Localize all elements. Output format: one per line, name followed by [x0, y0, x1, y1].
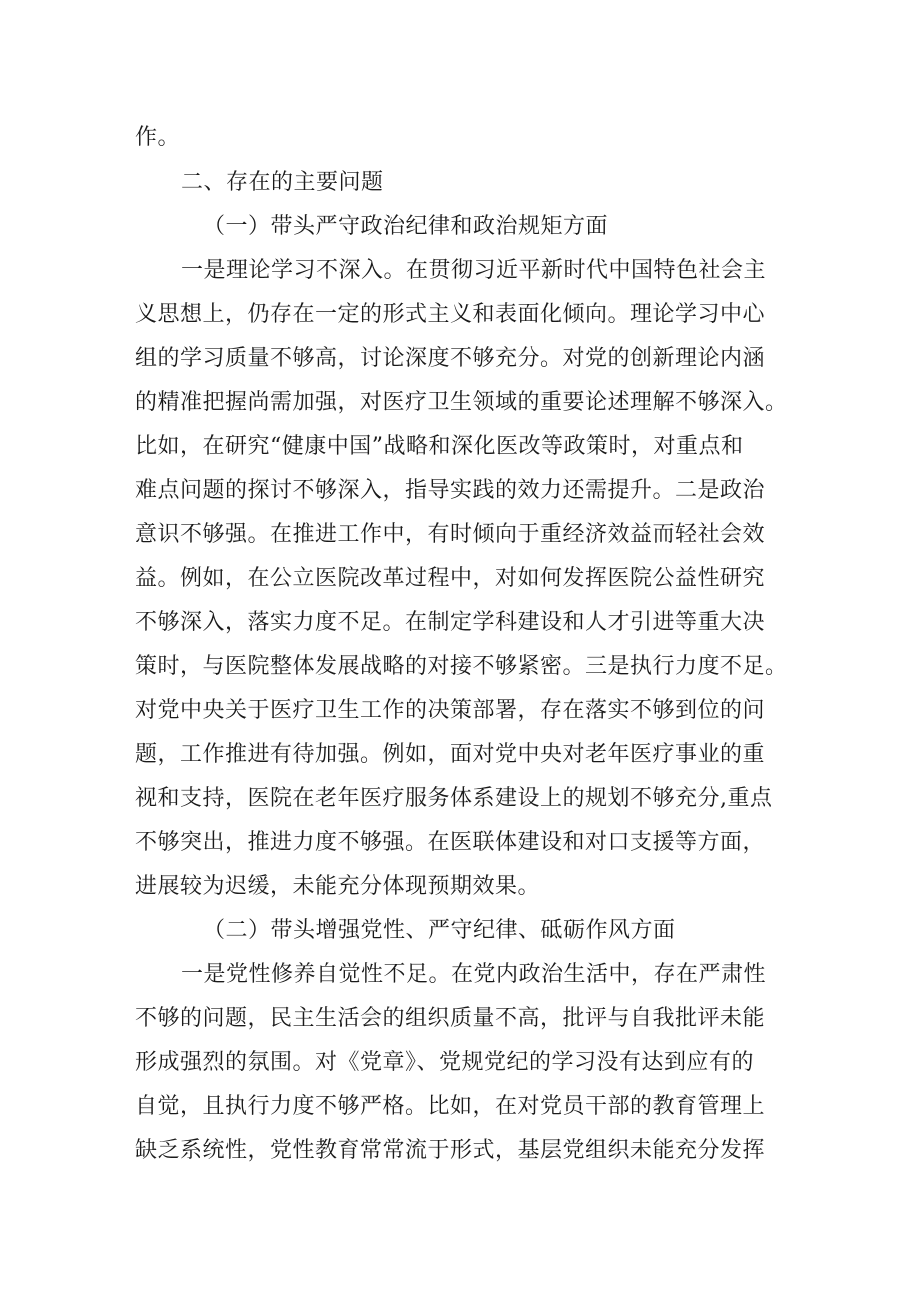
body-line: 不够深入，落实力度不足。在制定学科建设和人才引进等重大决 — [135, 610, 766, 635]
body-line: 形成强烈的氛围。对《党章》、党规党纪的学习没有达到应有的 — [135, 1050, 755, 1075]
body-line: 策时，与医院整体发展战略的对接不够紧密。三是执行力度不足。 — [135, 654, 788, 679]
section-heading: 二、存在的主要问题 — [181, 170, 384, 195]
body-line: 对党中央关于医疗卫生工作的决策部署，存在落实不够到位的问 — [135, 698, 766, 723]
body-line: 题，工作推进有待加强。例如，面对党中央对老年医疗事业的重 — [135, 742, 766, 767]
subsection-heading: （一）带头严守政治纪律和政治规矩方面 — [203, 214, 609, 239]
body-line: 益。例如，在公立医院改革过程中，对如何发挥医院公益性研究 — [135, 566, 766, 591]
body-line: 自觉，且执行力度不够严格。比如，在对党员干部的教育管理上 — [135, 1094, 766, 1119]
body-line: 视和支持，医院在老年医疗服务体系建设上的规划不够充分,重点 — [135, 786, 773, 811]
body-line: 不够突出，推进力度不够强。在医联体建设和对口支援等方面， — [135, 830, 766, 855]
subsection-heading: （二）带头增强党性、严守纪律、砥砺作风方面 — [203, 918, 676, 943]
paragraph-tail: 作。 — [135, 125, 181, 150]
body-line: 一是理论学习不深入。在贯彻习近平新时代中国特色社会主 — [181, 258, 767, 283]
body-line: 的精准把握尚需加强，对医疗卫生领域的重要论述理解不够深入。 — [135, 390, 788, 415]
body-line: 难点问题的探讨不够深入，指导实践的效力还需提升。二是政治 — [135, 478, 766, 503]
body-line: 缺乏系统性，党性教育常常流于形式，基层党组织未能充分发挥 — [135, 1138, 766, 1163]
body-line: 一是党性修养自觉性不足。在党内政治生活中，存在严肃性 — [181, 962, 767, 987]
body-line: 不够的问题，民主生活会的组织质量不高，批评与自我批评未能 — [135, 1006, 766, 1031]
body-line: 意识不够强。在推进工作中，有时倾向于重经济效益而轻社会效 — [135, 522, 766, 547]
body-line: 组的学习质量不够高，讨论深度不够充分。对党的创新理论内涵 — [135, 346, 766, 371]
body-line: 进展较为迟缓，未能充分体现预期效果。 — [135, 874, 541, 899]
body-line: 义思想上，仍存在一定的形式主义和表面化倾向。理论学习中心 — [135, 302, 766, 327]
body-line: 比如，在研究“健康中国”战略和深化医改等政策时，对重点和 — [135, 434, 744, 459]
